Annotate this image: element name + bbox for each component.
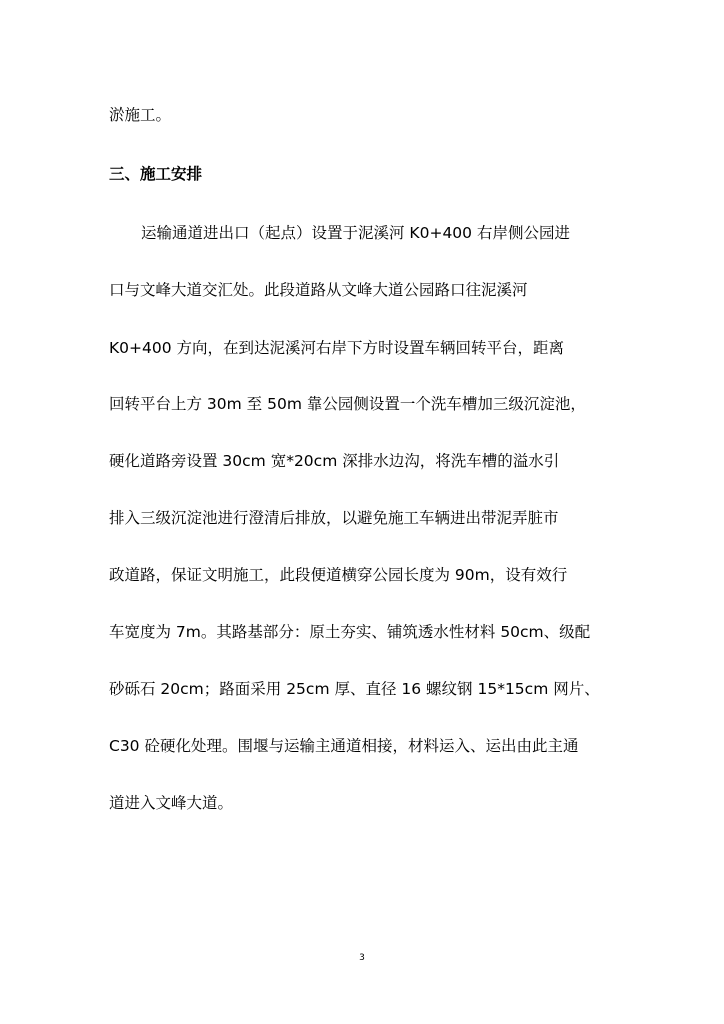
paragraph-line: 口与文峰大道交汇处。此段道路从文峰大道公园路口往泥溪河 [109,281,528,299]
page-number: 3 [359,953,365,963]
paragraph-line: 道进入文峰大道。 [109,794,234,812]
section-heading: 三、施工安排 [109,165,203,183]
paragraph-line: 排入三级沉淀池进行澄清后排放，以避免施工车辆进出带泥弄脏市 [109,509,559,527]
carryover-text-line: 淤施工。 [109,106,172,124]
paragraph-line: 回转平台上方 30m 至 50m 靠公园侧设置一个洗车槽加三级沉淀池， [109,395,586,413]
paragraph-line: 硬化道路旁设置 30cm 宽*20cm 深排水边沟，将洗车槽的溢水引 [109,452,560,470]
paragraph-line: 政道路，保证文明施工，此段便道横穿公园长度为 90m，设有效行 [109,566,568,584]
paragraph-line: 车宽度为 7m。其路基部分：原土夯实、铺筑透水性材料 50cm、级配 [109,623,591,641]
paragraph-line: C30 砼硬化处理。围堰与运输主通道相接，材料运入、运出由此主通 [109,737,579,755]
paragraph-line: 运输通道进出口（起点）设置于泥溪河 K0+400 右岸侧公园进 [141,224,570,242]
paragraph-line: 砂砾石 20cm；路面采用 25cm 厚、直径 16 螺纹钢 15*15cm 网片、 [109,680,600,698]
paragraph-line: K0+400 方向，在到达泥溪河右岸下方时设置车辆回转平台，距离 [109,339,565,357]
